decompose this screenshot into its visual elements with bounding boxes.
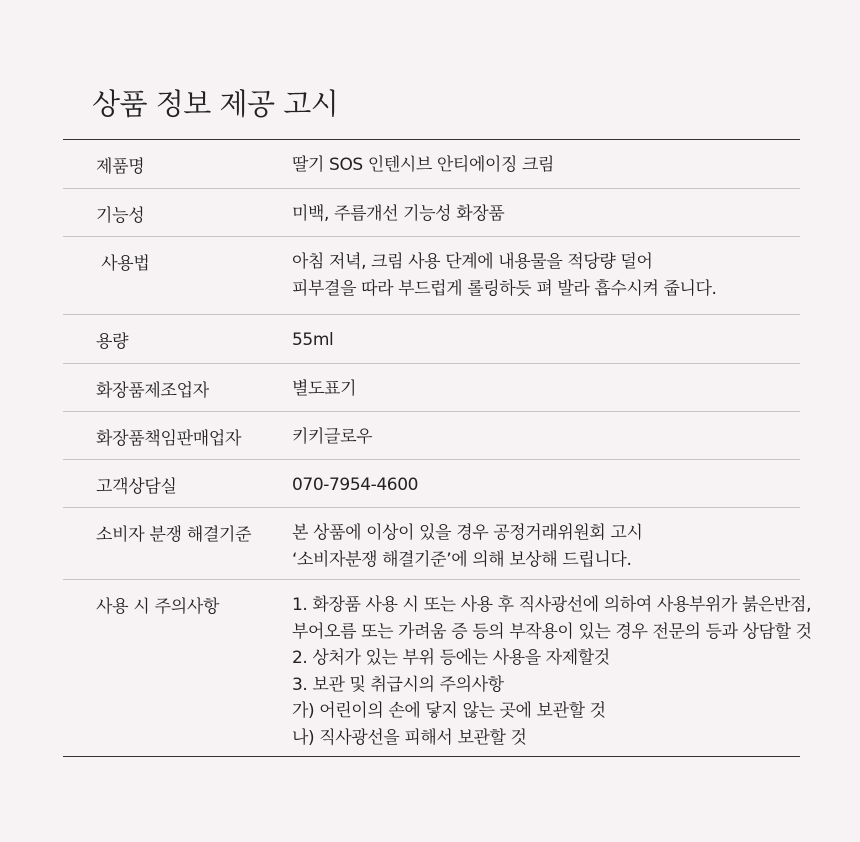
value-line: 3. 보관 및 취급시의 주의사항	[292, 674, 504, 695]
table-row-distributor	[63, 412, 800, 460]
value-line: 가) 어린이의 손에 닿지 않는 곳에 보관할 것	[292, 701, 606, 721]
row-value	[292, 327, 333, 354]
value-line: 55ml	[292, 330, 334, 350]
value-line: 나) 직사광선을 피해서 보관할 것	[292, 727, 527, 748]
value-line: 별도표기	[292, 379, 357, 399]
row-label: 소비자 분쟁 해결기준	[96, 525, 252, 545]
row-label: 용량	[96, 332, 129, 352]
row-label: 제품명	[96, 157, 145, 177]
row-value	[292, 520, 642, 574]
product-info-table	[63, 139, 812, 757]
page-title: 상품 정보 제공 고시	[92, 87, 339, 121]
row-label: 화장품책임판매업자	[96, 429, 242, 449]
value-line: 2. 상처가 있는 부위 등에는 사용을 자제할것	[292, 648, 610, 668]
value-line: ‘소비자분쟁 해결기준’에 의해 보상해 드립니다.	[292, 550, 632, 570]
table-row-usage	[63, 237, 800, 315]
row-value	[292, 249, 717, 303]
table-row-manufacturer	[63, 364, 800, 412]
table-row-customer-service	[63, 460, 800, 508]
value-line: 부어오름 또는 가려움 증 등의 부작용이 있는 경우 전문의 등과 상담할 것	[292, 621, 812, 642]
table-row-functionality	[63, 189, 800, 237]
value-line: 본 상품에 이상이 있을 경우 공정거래위원회 고시	[292, 523, 643, 543]
row-value	[292, 152, 554, 179]
row-label: 고객상담실	[96, 477, 177, 497]
row-value	[292, 472, 418, 499]
value-line: 미백, 주름개선 기능성 화장품	[292, 204, 505, 224]
value-line: 피부결을 따라 부드럽게 롤링하듯 펴 발라 흡수시켜 줍니다.	[292, 279, 717, 299]
row-label: 기능성	[96, 206, 145, 226]
row-label: 화장품제조업자	[96, 381, 209, 401]
value-line: 070-7954-4600	[292, 475, 419, 495]
value-line: 키키글로우	[292, 427, 373, 447]
value-line: 딸기 SOS 인텐시브 안티에이징 크림	[292, 155, 555, 175]
table-row-product-name	[63, 140, 800, 189]
value-line: 아침 저녁, 크림 사용 단계에 내용물을 적당량 덜어	[292, 252, 653, 272]
row-value	[292, 201, 504, 228]
table-row-precautions	[63, 580, 812, 756]
row-value	[292, 424, 372, 451]
value-line: 1. 화장품 사용 시 또는 사용 후 직사광선에 의하여 사용부위가 붉은반점,	[292, 595, 812, 615]
row-value	[292, 376, 356, 403]
table-row-volume	[63, 315, 800, 364]
row-value	[292, 592, 812, 751]
table-row-dispute-resolution	[63, 508, 800, 580]
row-label: 사용 시 주의사항	[96, 597, 220, 617]
row-label: 사용법	[96, 254, 150, 274]
